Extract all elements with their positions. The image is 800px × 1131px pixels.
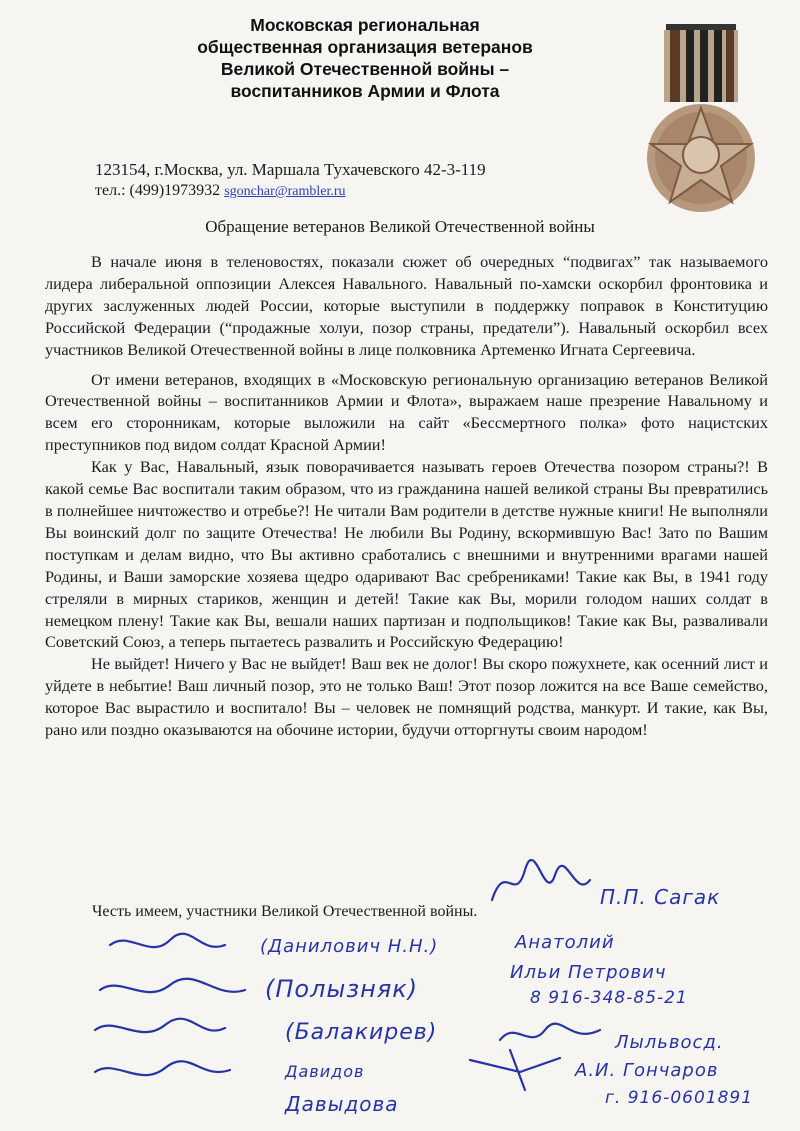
signature-davidov: Давидов xyxy=(285,1062,365,1081)
paragraph-4: Не выйдет! Ничего у Вас не выйдет! Ваш век не долог! Вы скоро пожухнете, как осенний лист и уйдете в небытие! Ваш личный позор, это не только Ваш! Этот позор ложится на все Ваше семейство, которое Вас вырастило и воспитало! Вы – человек не помнящий родства, манкурт. И такие, как Вы, рано или поздно оказываются на обочине истории, будучи отторгнуты своим народом! xyxy=(45,654,768,740)
paragraph-3: Как у Вас, Навальный, язык поворачивается называть героев Отечества позором страны?! В какой семье Вас воспитали таким образом, что из гражданина нашей великой страны Вы превратились в полнейшее ничтожество и отребье?! Не читали Вам родители в детстве нужные книги! Не выполняли Вы воинский долг по защите Отечества! Не любили Вы Родину, вскормившую Вас! Зато по Вашим поступкам и делам видно, что Вы активно сработались с внешними и внутренними врагами нашей Родины, и Ваши заморские хозяева щедро одаривают Вас сребрениками! Такие как Вы, в 1941 году стреляли в мирных стариков, женщин и детей! Такие как Вы, морили голодом наших солдат в немецком плену! Такие как Вы, вешали наших партизан и подпольщиков! Такие как Вы, разваливали Советский Союз, а теперь пытаетесь развалить и Российскую Федерацию! xyxy=(45,457,768,652)
closing-line: Честь имеем, участники Великой Отечественной войны. xyxy=(92,903,478,920)
signature-phone-1: 8 916-348-85-21 xyxy=(530,988,688,1008)
phone-number: тел.: (499)1973932 xyxy=(95,182,221,199)
signature-balakirev: (Балакирев) xyxy=(285,1020,438,1045)
signature-danilovich: (Данилович Н.Н.) xyxy=(260,936,439,957)
signature-lyalvosd: Лыльвосд. xyxy=(615,1032,724,1053)
document-title: Обращение ветеранов Великой Отечественной войны xyxy=(205,217,595,236)
signature-ilya-petrovich: Ильи Петрович xyxy=(510,962,667,983)
organization-header xyxy=(130,14,600,102)
signature-goncharov: А.И. Гончаров xyxy=(575,1060,719,1081)
signature-davydova: Давыдова xyxy=(285,1092,399,1116)
signature-sagak: П.П. Сагак xyxy=(600,885,721,909)
org-name-line2: общественная организация ветеранов xyxy=(197,37,533,57)
organization-address: 123154, г.Москва, ул. Маршала Тухачевского 42-3-119 xyxy=(95,160,486,179)
org-name-line1: Московская региональная xyxy=(250,15,480,35)
org-name-line4: воспитанников Армии и Флота xyxy=(230,81,500,101)
contact-line xyxy=(95,181,346,202)
email-link[interactable]: sgonchar@rambler.ru xyxy=(224,184,346,199)
appeal-body xyxy=(45,251,768,741)
medal-icon xyxy=(636,22,766,222)
signature-phone-2: г. 916-0601891 xyxy=(605,1088,754,1108)
signature-polyznyak: (Полызняк) xyxy=(265,975,419,1003)
paragraph-2: От имени ветеранов, входящих в «Московскую региональную организацию ветеранов Великой Отечественной войны – воспитанников Армии и Флота», выражаем наше презрение Навальному и всем его сторонникам, которые выложили на сайт «Бессмертного полка» фото нацистских преступников под видом солдат Красной Армии! xyxy=(45,369,768,455)
org-name-line3: Великой Отечественной войны – xyxy=(220,59,510,79)
paragraph-1: В начале июня в теленовостях, показали сюжет об очередных “подвигах” так называемого лидера либеральной оппозиции Алексея Навального. Навальный по-хамски оскорбил фронтовика и других заслуженных людей России, которые выступили в поддержку поправок в Конституцию Российской Федерации (“продажные холуи, позор страны, предатели”). Навальный оскорбил всех участников Великой Отечественной войны в лице полковника Артеменко Игната Сергеевича. xyxy=(45,252,768,359)
signature-anatoliy: Анатолий xyxy=(515,932,615,953)
